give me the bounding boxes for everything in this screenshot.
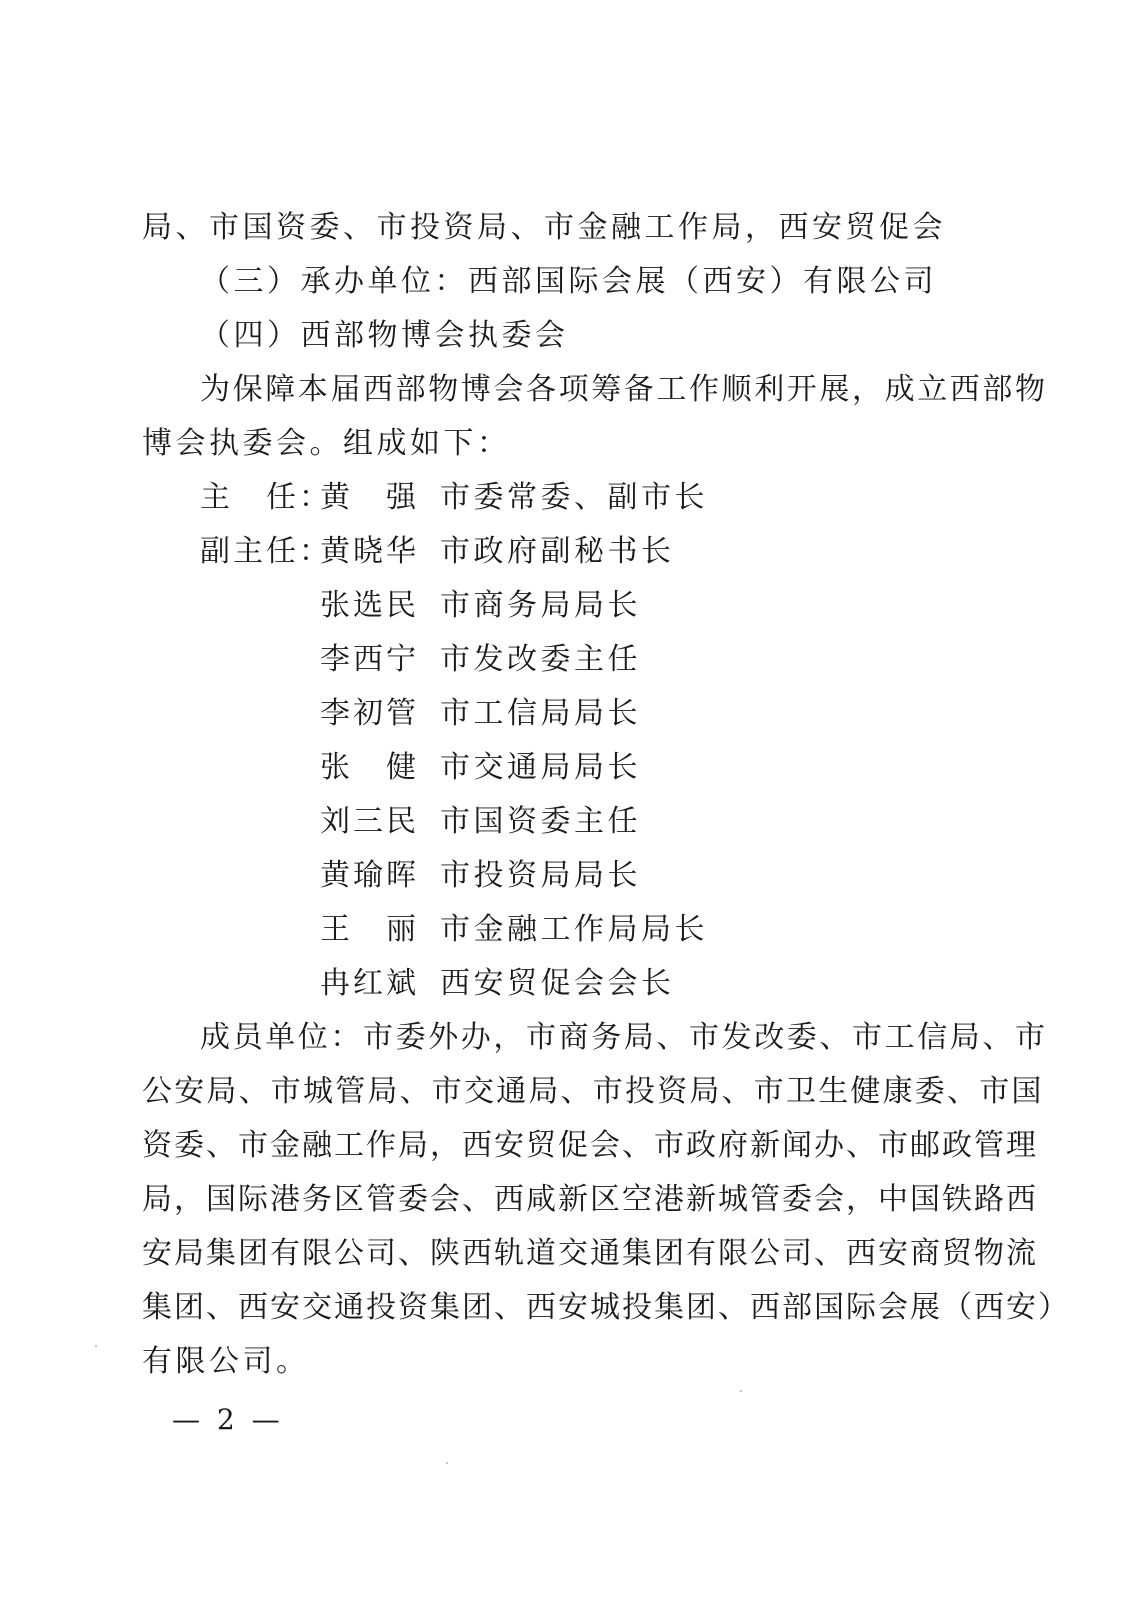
members-line: 局，国际港务区管委会、西咸新区空港新城管委会，中国铁路西 (142, 1182, 1038, 1217)
director-label: 主 任： (200, 480, 332, 515)
deputy-name: 张 健 (320, 750, 419, 785)
intro-paragraph-line-2: 博会执委会。组成如下： (142, 426, 511, 461)
deputy-name: 刘三民 (320, 804, 419, 839)
deputy-name: 黄晓华 (320, 534, 419, 569)
intro-paragraph-line-1: 为保障本届西部物博会各项筹备工作顺利开展，成立西部物 (200, 372, 1048, 407)
deputy-title: 市交通局局长 (440, 750, 641, 785)
deputy-name: 黄瑜晖 (320, 858, 419, 893)
page-number: — 2 — (172, 1403, 284, 1436)
scan-speck (95, 1345, 97, 1347)
director-title: 市委常委、副市长 (440, 480, 708, 515)
members-line: 集团、西安交通投资集团、西安城投集团、西部国际会展（西安） (142, 1290, 1070, 1325)
members-line: 有限公司。 (142, 1344, 310, 1379)
director-name: 黄 强 (320, 480, 419, 515)
deputy-title: 市政府副秘书长 (440, 534, 675, 569)
members-line: 公安局、市城管局、市交通局、市投资局、市卫生健康委、市国 (142, 1074, 1044, 1109)
deputy-title: 市发改委主任 (440, 642, 641, 677)
scan-speck (446, 1462, 448, 1464)
deputy-name: 冉红斌 (320, 966, 419, 1001)
deputy-title: 市商务局局长 (440, 588, 641, 623)
deputy-name: 张选民 (320, 588, 419, 623)
deputy-name: 李初管 (320, 696, 419, 731)
deputy-label: 副主任： (200, 534, 332, 569)
paragraph-continuation: 局、市国资委、市投资局、市金融工作局，西安贸促会 (142, 210, 946, 245)
deputy-title: 市国资委主任 (440, 804, 641, 839)
committee-heading: （四）西部物博会执委会 (200, 318, 569, 353)
organizer-line: （三）承办单位：西部国际会展（西安）有限公司 (200, 264, 937, 299)
members-line: 安局集团有限公司、陕西轨道交通集团有限公司、西安商贸物流 (142, 1236, 1038, 1271)
members-line: 资委、市金融工作局，西安贸促会、市政府新闻办、市邮政管理 (142, 1128, 1038, 1163)
deputy-title: 市投资局局长 (440, 858, 641, 893)
deputy-name: 李西宁 (320, 642, 419, 677)
deputy-title: 西安贸促会会长 (440, 966, 675, 1001)
members-line: 成员单位：市委外办，市商务局、市发改委、市工信局、市 (200, 1020, 1048, 1055)
deputy-title: 市工信局局长 (440, 696, 641, 731)
deputy-title: 市金融工作局局长 (440, 912, 708, 947)
scan-speck (740, 1390, 742, 1392)
deputy-name: 王 丽 (320, 912, 419, 947)
